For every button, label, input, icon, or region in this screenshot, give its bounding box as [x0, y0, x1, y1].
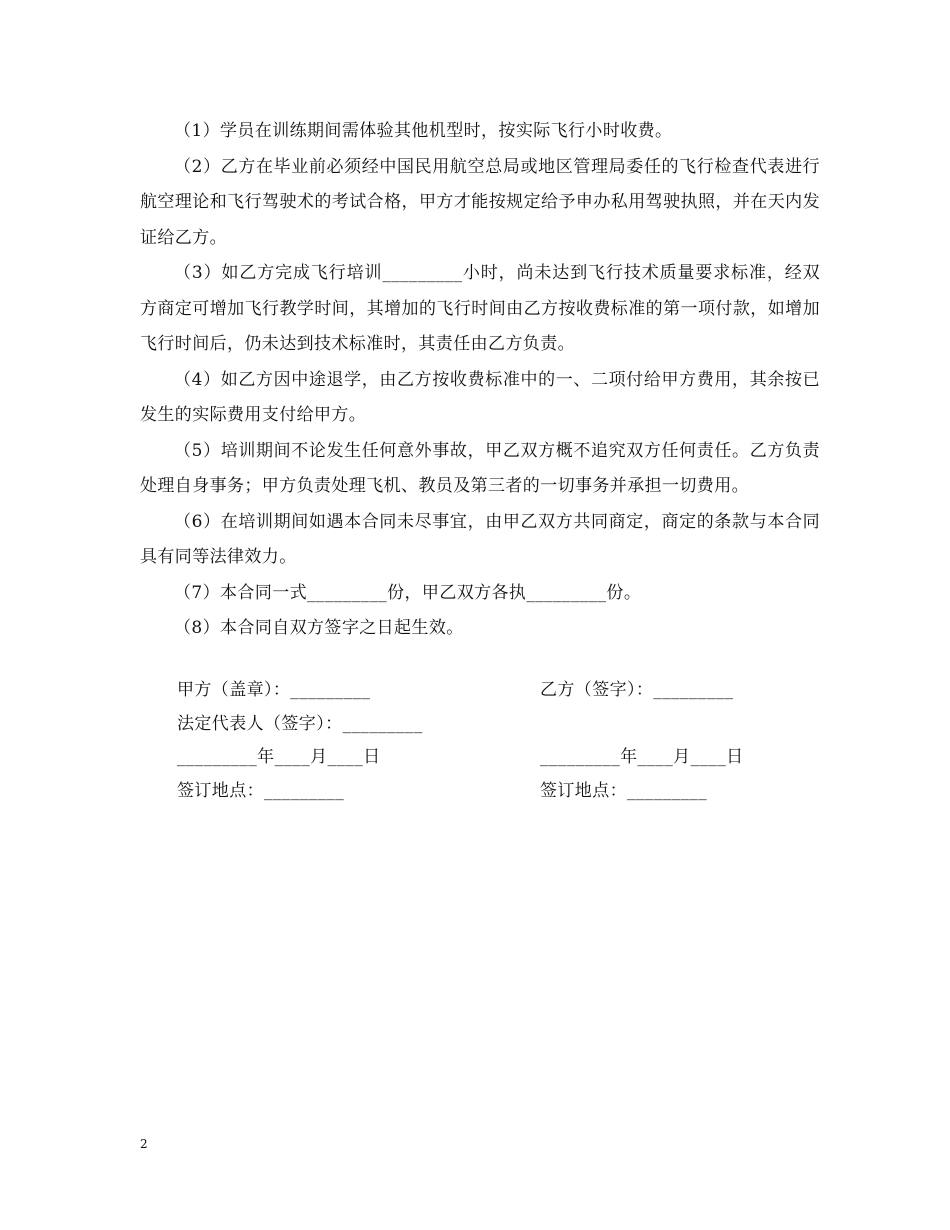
clause-8: （8）本合同自双方签字之日起生效。 [174, 618, 464, 638]
party-b-date-line: _________年____月____日 [540, 747, 744, 767]
clause-2: （2）乙方在毕业前必须经中国民用航空总局或地区管理局委任的飞行检查代表进行航空理论和飞行驾驶术的考试合格，甲方才能按规定给予申办私用驾驶执照，并在天内发证给乙方。 [140, 156, 820, 248]
clause-7: （7）本合同一式_________份，甲乙双方各执_________份。 [174, 582, 642, 603]
clause-4: （4）如乙方因中途退学，由乙方按收费标准中的一、二项付给甲方费用，其余按已发生的实际费用支付给甲方。 [140, 369, 820, 425]
page-number: 2 [140, 1137, 148, 1151]
clause-3: （3）如乙方完成飞行培训_________小时，尚未达到飞行技术质量要求标准，经双方商定可增加飞行教学时间，其增加的飞行时间由乙方按收费标准的第一项付款，如增加飞行时间后，仍未达到技术标准时，其责任由乙方负责。 [140, 263, 820, 354]
clause-6: （6）在培训期间如遇本合同未尽事宜，由甲乙双方共同商定，商定的条款与本合同具有同等法律效力。 [140, 511, 820, 567]
clause-5: （5）培训期间不论发生任何意外事故，甲乙双方概不追究双方任何责任。乙方负责处理自身事务；甲方负责处理飞机、教员及第三者的一切事务并承担一切费用。 [140, 440, 820, 496]
contract-body [140, 114, 820, 647]
party-a-seal-line: 甲方（盖章）：_________ [177, 680, 371, 700]
party-a-place-line: 签订地点：_________ [177, 781, 345, 801]
party-b-place-line: 签订地点：_________ [540, 781, 708, 801]
legal-representative-line: 法定代表人（签字）：_________ [177, 714, 423, 734]
party-b-sign-line: 乙方（签字）：_________ [540, 680, 734, 700]
clause-1: （1）学员在训练期间需体验其他机型时，按实际飞行小时收费。 [174, 121, 673, 141]
party-a-date-line: _________年____月____日 [177, 747, 381, 767]
